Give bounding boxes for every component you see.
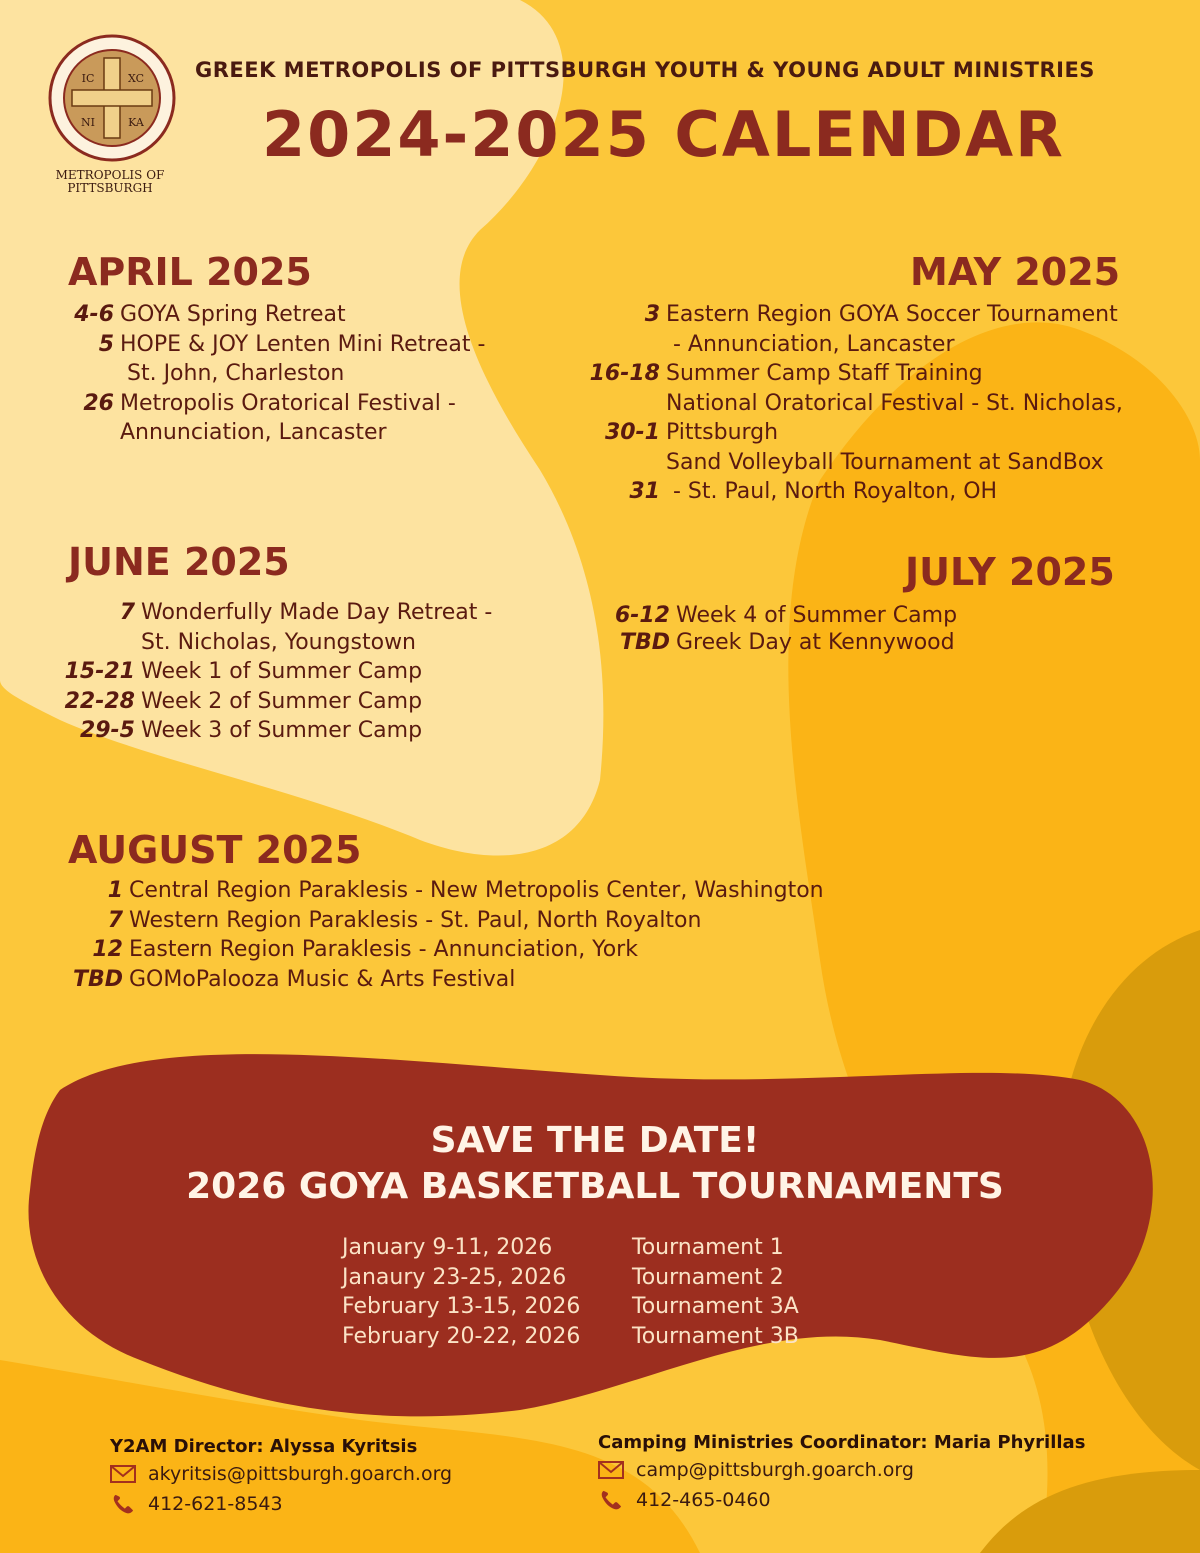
event-row — [55, 628, 555, 658]
event-row — [60, 389, 530, 419]
event-row — [580, 448, 1180, 478]
contact-title: Y2AM Director: Alyssa Kyritsis — [110, 1436, 418, 1457]
tournament-row — [342, 1233, 842, 1263]
contact-phone-line — [598, 1485, 1118, 1515]
event-date: 29-5 — [79, 718, 135, 743]
tournament-date: February 20-22, 2026 — [342, 1323, 581, 1349]
tournament-name: Tournament 3A — [632, 1294, 799, 1319]
event-text: Week 3 of Summer Camp — [141, 718, 423, 743]
svg-text:XC: XC — [127, 72, 145, 85]
svg-text:KA: KA — [128, 116, 144, 129]
month-heading-june: JUNE 2025 — [68, 540, 290, 584]
phone-icon — [110, 1493, 136, 1515]
event-row — [580, 389, 1180, 419]
contact-phone[interactable]: 412-465-0460 — [636, 1489, 771, 1511]
event-text: - Annunciation, Lancaster — [666, 331, 955, 357]
event-row — [580, 330, 1180, 360]
tournament-row — [342, 1263, 842, 1293]
contact-email[interactable]: akyritsis@pittsburgh.goarch.org — [148, 1463, 453, 1485]
tournament-row — [342, 1322, 842, 1352]
event-row — [580, 300, 1180, 330]
event-text: Sand Volleyball Tournament at SandBox — [666, 449, 1104, 475]
event-row — [55, 657, 555, 687]
event-text: Eastern Region GOYA Soccer Tournament — [666, 302, 1118, 327]
event-row — [55, 687, 555, 717]
event-date: 12 — [92, 937, 123, 962]
svg-text:IC: IC — [81, 72, 95, 85]
svg-text:NI: NI — [81, 116, 95, 129]
tournament-date: January 9-11, 2026 — [342, 1235, 553, 1260]
june-events — [55, 598, 555, 746]
event-text: St. Nicholas, Youngstown — [141, 629, 416, 655]
event-text: Summer Camp Staff Training — [666, 361, 983, 386]
tournament-name: Tournament 2 — [632, 1264, 784, 1290]
seal-icon — [40, 30, 190, 165]
april-events — [60, 300, 530, 448]
event-date: 22-28 — [64, 688, 135, 714]
metropolis-logo — [40, 30, 190, 195]
month-heading-august: AUGUST 2025 — [68, 828, 362, 872]
month-heading-may: MAY 2025 — [910, 250, 1121, 294]
contact-email-line — [598, 1455, 1118, 1485]
event-row — [55, 935, 955, 965]
event-date: TBD — [619, 630, 670, 655]
contact-block-camping — [598, 1432, 1118, 1515]
event-row — [55, 716, 555, 746]
august-events — [55, 876, 955, 994]
tournament-name: Tournament 1 — [632, 1235, 784, 1260]
may-events — [580, 300, 1180, 507]
event-date: 7 — [107, 907, 123, 933]
event-date: 16-18 — [589, 361, 660, 386]
tournament-date: February 13-15, 2026 — [342, 1294, 581, 1319]
event-text: Greek Day at Kennywood — [676, 630, 955, 655]
contact-title: Camping Ministries Coordinator: Maria Phyrillas — [598, 1432, 1086, 1453]
event-text: HOPE & JOY Lenten Mini Retreat - — [120, 331, 486, 357]
save-the-date-line1: SAVE THE DATE! — [430, 1120, 760, 1161]
contact-email-line — [110, 1459, 550, 1489]
tournament-date: Janaury 23-25, 2026 — [342, 1264, 567, 1290]
event-row — [600, 629, 1100, 656]
event-text: Eastern Region Paraklesis - Annunciation, York — [129, 937, 638, 962]
event-date: 31 — [629, 479, 660, 504]
event-text: Pittsburgh — [666, 420, 779, 445]
event-row — [55, 876, 955, 906]
event-row — [60, 418, 530, 448]
phone-icon — [598, 1489, 624, 1511]
save-the-date-heading — [100, 1118, 1090, 1210]
event-row — [580, 477, 1180, 507]
event-text: GOYA Spring Retreat — [120, 302, 346, 327]
envelope-icon — [110, 1463, 136, 1485]
event-text: Week 4 of Summer Camp — [676, 603, 958, 628]
contact-email[interactable]: camp@pittsburgh.goarch.org — [636, 1459, 914, 1481]
tournament-row — [342, 1292, 842, 1322]
tournament-name: Tournament 3B — [632, 1323, 799, 1349]
contact-phone-line — [110, 1489, 550, 1519]
event-row — [55, 906, 955, 936]
event-text: GOMoPalooza Music & Arts Festival — [129, 966, 516, 992]
save-the-date-line2: 2026 GOYA BASKETBALL TOURNAMENTS — [186, 1166, 1004, 1207]
event-date: 5 — [98, 331, 114, 357]
event-date: 15-21 — [64, 659, 135, 684]
event-text: Week 2 of Summer Camp — [141, 688, 423, 714]
event-text: Central Region Paraklesis - New Metropolis Center, Washington — [129, 878, 824, 903]
event-date: TBD — [72, 966, 123, 992]
month-heading-april: APRIL 2025 — [68, 250, 312, 294]
month-heading-july: JULY 2025 — [905, 550, 1115, 594]
event-row — [55, 965, 955, 995]
event-date: 7 — [119, 600, 135, 625]
event-date: 26 — [83, 390, 114, 416]
event-date: 3 — [644, 302, 660, 327]
event-text: Metropolis Oratorical Festival - — [120, 390, 456, 416]
event-date: 6-12 — [614, 603, 670, 628]
event-text: - St. Paul, North Royalton, OH — [666, 479, 998, 504]
event-text: National Oratorical Festival - St. Nicholas, — [666, 390, 1123, 416]
event-row — [60, 359, 530, 389]
event-date: 30-1 — [604, 420, 660, 445]
envelope-icon — [598, 1459, 624, 1481]
event-row — [60, 330, 530, 360]
event-text: Week 1 of Summer Camp — [141, 659, 423, 684]
event-row — [55, 598, 555, 628]
event-row — [60, 300, 530, 330]
contact-phone[interactable]: 412-621-8543 — [148, 1493, 283, 1515]
event-text: Western Region Paraklesis - St. Paul, North Royalton — [129, 907, 702, 933]
tournament-list — [342, 1233, 842, 1351]
event-row — [600, 602, 1100, 629]
header-subtitle: GREEK METROPOLIS OF PITTSBURGH YOUTH & YOUNG ADULT MINISTRIES — [195, 58, 1095, 82]
event-text: St. John, Charleston — [120, 361, 345, 386]
event-text: Annunciation, Lancaster — [120, 420, 387, 445]
logo-caption: METROPOLIS OF PITTSBURGH — [55, 168, 165, 195]
event-row — [580, 418, 1180, 448]
july-events — [600, 602, 1100, 656]
event-text: Wonderfully Made Day Retreat - — [141, 600, 493, 625]
event-row — [580, 359, 1180, 389]
event-date: 1 — [107, 878, 123, 903]
page-title: 2024-2025 CALENDAR — [262, 98, 1065, 171]
contact-block-director — [110, 1436, 550, 1519]
event-date: 4-6 — [74, 302, 114, 327]
